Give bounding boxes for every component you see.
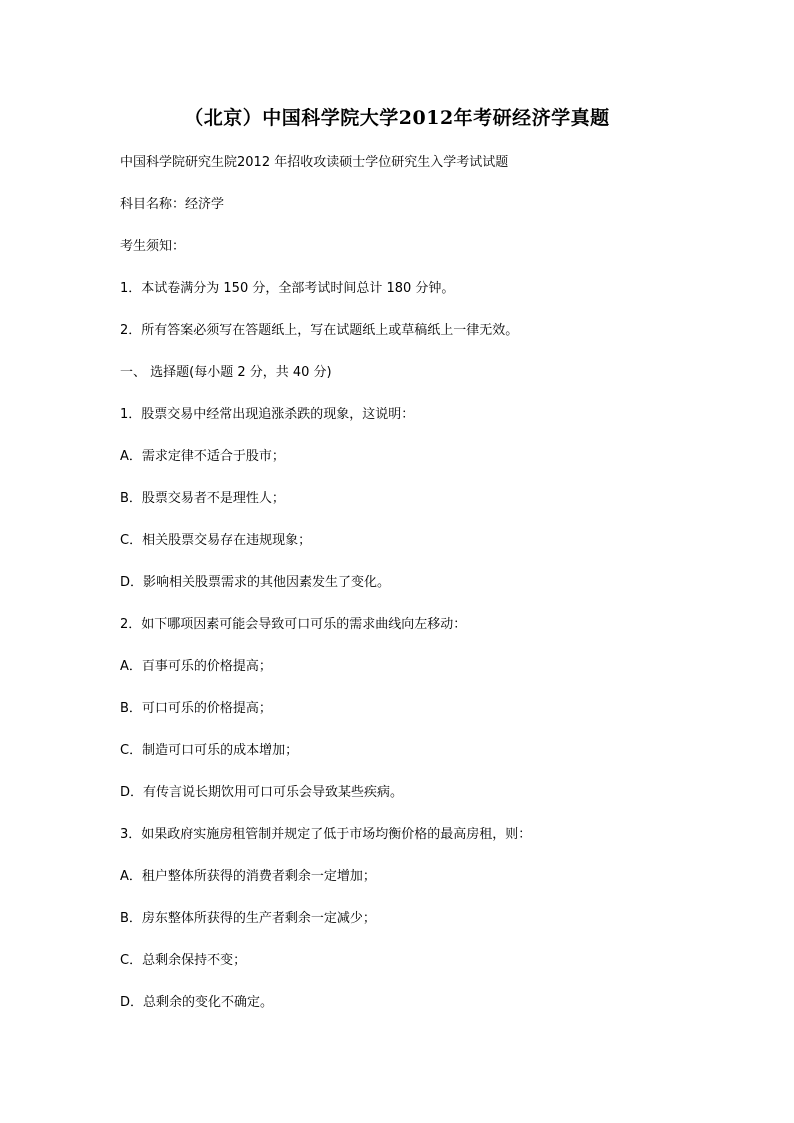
answer-option: C．总剩余保持不变； — [120, 953, 247, 968]
answer-option: B．房东整体所获得的生产者剩余一定减少； — [120, 911, 376, 926]
exam-header-line: 中国科学院研究生院2012 年招收攻读硕士学位研究生入学考试试题 — [120, 155, 509, 170]
question-stem: 1．股票交易中经常出现追涨杀跌的现象，这说明： — [120, 407, 415, 422]
answer-option: D．有传言说长期饮用可口可乐会导致某些疾病。 — [120, 785, 404, 800]
answer-option: C．相关股票交易存在违规现象； — [120, 533, 312, 548]
answer-option: A．租户整体所获得的消费者剩余一定增加； — [120, 869, 376, 884]
section-heading: 一、 选择题(每小题 2 分，共 40 分) — [120, 365, 332, 380]
question-stem: 2．如下哪项因素可能会导致可口可乐的需求曲线向左移动： — [120, 617, 467, 632]
instruction-item: 1．本试卷满分为 150 分，全部考试时间总计 180 分钟。 — [120, 281, 455, 296]
answer-option: C．制造可口可乐的成本增加； — [120, 743, 299, 758]
answer-option: B．可口可乐的价格提高； — [120, 701, 272, 716]
subject-name-line: 科目名称：经济学 — [120, 197, 225, 212]
answer-option: D．总剩余的变化不确定。 — [120, 995, 274, 1010]
document-title: （北京）中国科学院大学2012年考研经济学真题 — [184, 107, 610, 129]
answer-option: D．影响相关股票需求的其他因素发生了变化。 — [120, 575, 391, 590]
answer-option: A．百事可乐的价格提高； — [120, 659, 272, 674]
question-stem: 3．如果政府实施房租管制并规定了低于市场均衡价格的最高房租，则： — [120, 827, 532, 842]
answer-option: A．需求定律不适合于股市； — [120, 449, 285, 464]
instruction-item: 2．所有答案必须写在答题纸上，写在试题纸上或草稿纸上一律无效。 — [120, 323, 519, 338]
instructions-heading: 考生须知： — [120, 239, 186, 254]
answer-option: B．股票交易者不是理性人； — [120, 491, 285, 506]
